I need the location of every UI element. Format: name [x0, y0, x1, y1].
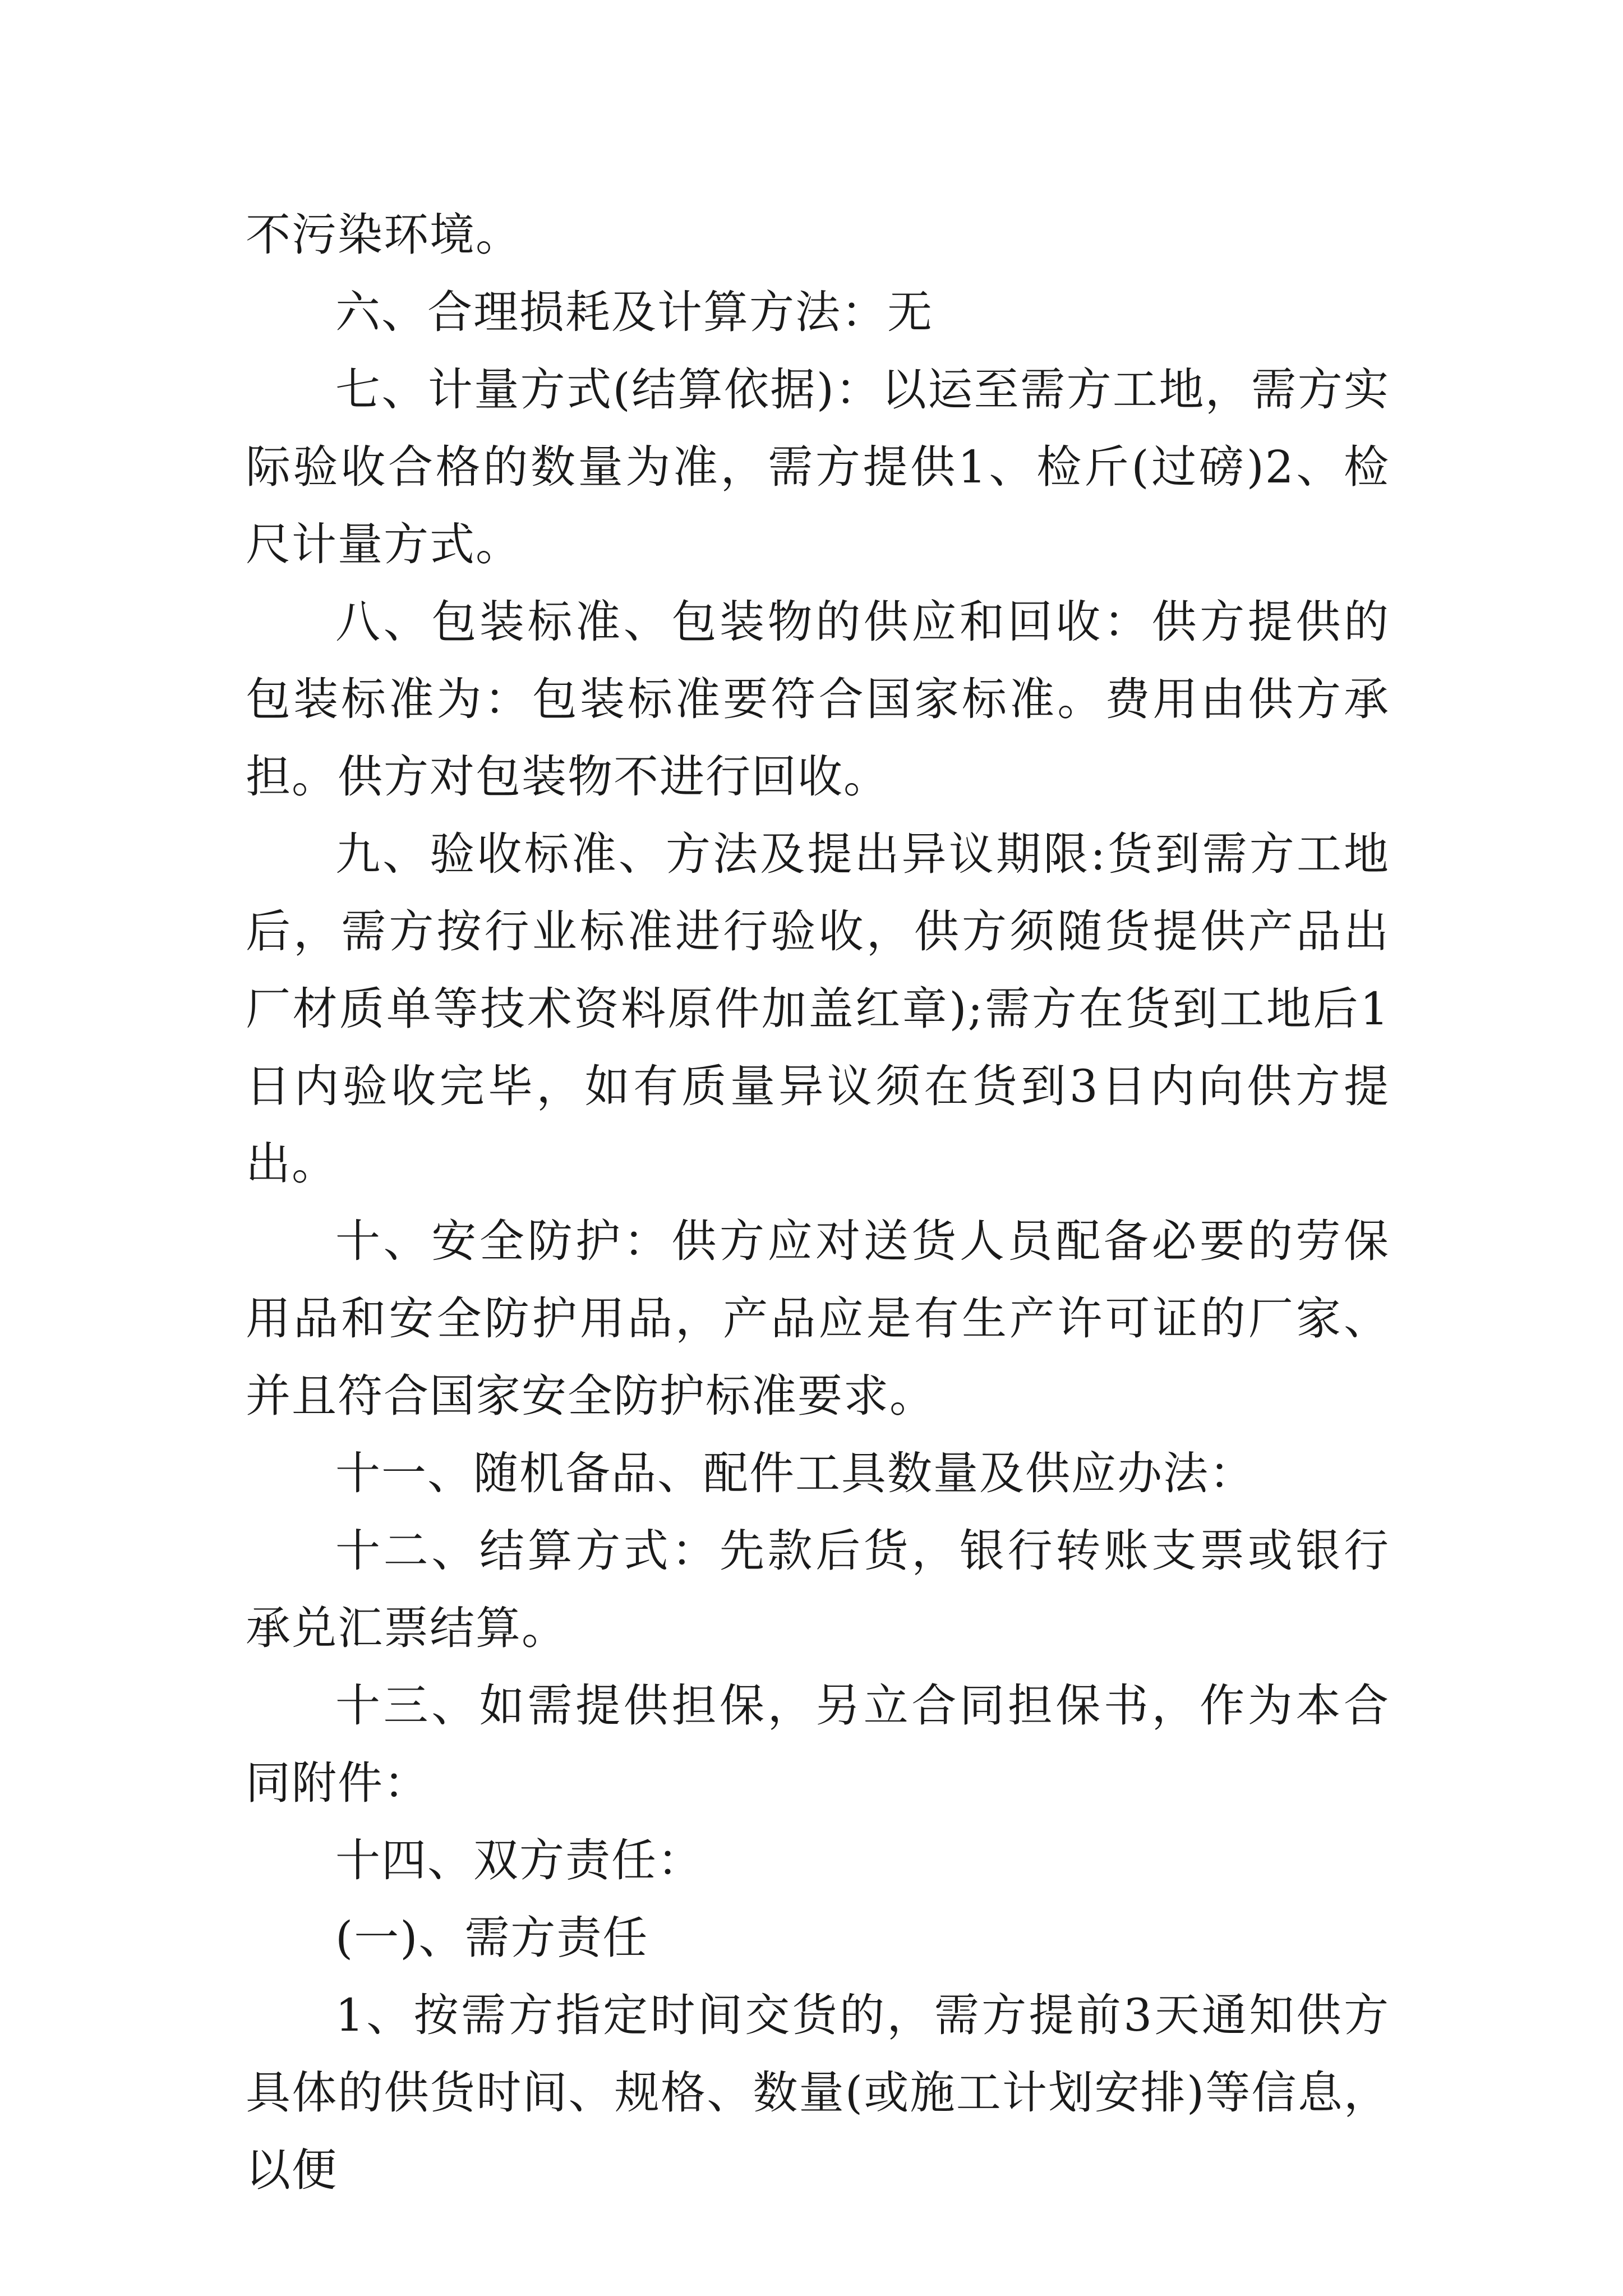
- paragraph-section-12: 十二、结算方式：先款后货，银行转账支票或银行承兑汇票结算。: [246, 1525, 1390, 1654]
- paragraph-section-6: 六、合理损耗及计算方法：无: [335, 286, 933, 338]
- document-body: [246, 196, 1390, 2209]
- paragraph-section-14-1-1: 1、按需方指定时间交货的，需方提前3天通知供方具体的供货时间、规格、数量(或施工计划安排)等信息，以便: [246, 1989, 1390, 2196]
- paragraph-continuation: 不污染环境。: [246, 209, 522, 261]
- paragraph-section-10: 十、安全防护：供方应对送货人员配备必要的劳保用品和安全防护用品，产品应是有生产许可证的厂家、并且符合国家安全防护标准要求。: [246, 1215, 1390, 1422]
- paragraph-section-14-1: (一)、需方责任: [335, 1912, 649, 1964]
- paragraph-section-7: 七、计量方式(结算依据)：以运至需方工地，需方实际验收合格的数量为准，需方提供1、检斤(过磅)2、检尺计量方式。: [246, 364, 1390, 570]
- paragraph-section-9: 九、验收标准、方法及提出异议期限:货到需方工地后，需方按行业标准进行验收，供方须随货提供产品出厂材质单等技术资料原件加盖红章);需方在货到工地后1日内验收完毕，如有质量异议须在货到3日内向供方提出。: [246, 828, 1390, 1190]
- paragraph-section-8: 八、包装标准、包装物的供应和回收：供方提供的包装标准为：包装标准要符合国家标准。费用由供方承担。供方对包装物不进行回收。: [246, 596, 1390, 803]
- paragraph-section-11: 十一、随机备品、配件工具数量及供应办法：: [335, 1447, 1255, 1499]
- paragraph-section-14: 十四、双方责任：: [335, 1834, 703, 1887]
- paragraph-section-13: 十三、如需提供担保，另立合同担保书，作为本合同附件：: [246, 1680, 1390, 1809]
